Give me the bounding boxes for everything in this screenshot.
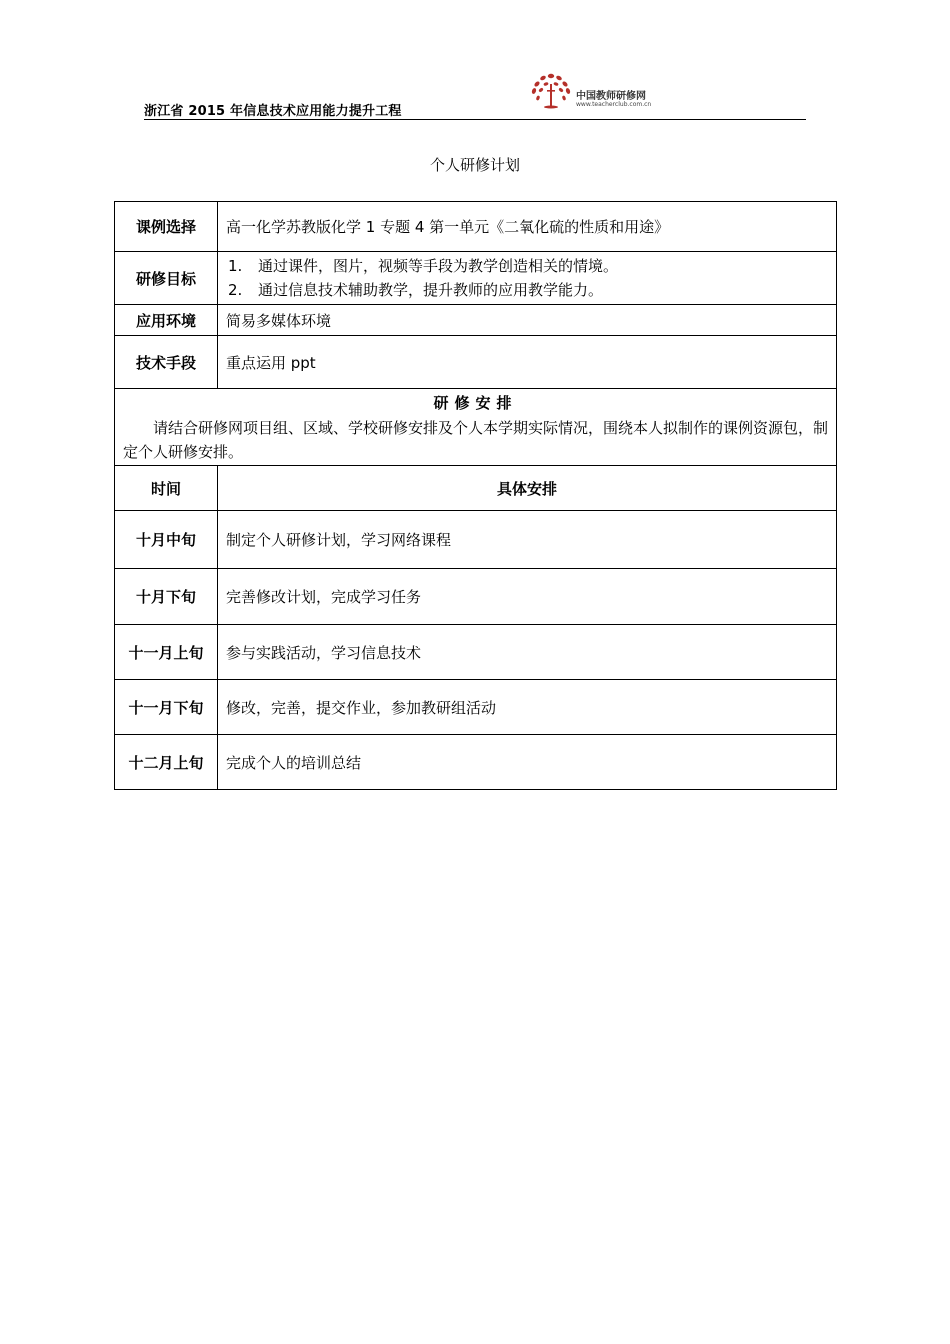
schedule-header-row	[115, 466, 837, 511]
schedule-detail: 完善修改计划，完成学习任务	[218, 569, 837, 625]
logo-url: www.teacherclub.com.cn	[576, 101, 652, 108]
schedule-intro	[115, 389, 837, 466]
technique-row	[115, 336, 837, 389]
technique-label: 技术手段	[115, 336, 218, 389]
environment-value: 简易多媒体环境	[218, 305, 837, 336]
logo-name: 中国教师研修网	[576, 91, 646, 102]
table-row	[115, 735, 837, 790]
environment-row	[115, 305, 837, 336]
column-header-detail: 具体安排	[218, 466, 837, 511]
schedule-heading: 研修安排	[433, 394, 518, 412]
goal-row	[115, 252, 837, 305]
course-row	[115, 202, 837, 252]
schedule-detail: 完成个人的培训总结	[218, 735, 837, 790]
schedule-time: 十月中旬	[115, 511, 218, 569]
table-row	[115, 511, 837, 569]
schedule-time: 十二月上旬	[115, 735, 218, 790]
goal-item	[226, 254, 828, 278]
schedule-time: 十一月上旬	[115, 625, 218, 680]
schedule-intro-row	[115, 389, 837, 466]
tree-logo-icon	[528, 70, 574, 112]
table-row	[115, 569, 837, 625]
goal-list	[218, 252, 837, 305]
goal-text: 通过信息技术辅助教学，提升教师的应用教学能力。	[258, 281, 604, 299]
document-title: 个人研修计划	[429, 156, 520, 174]
goal-text: 通过课件，图片，视频等手段为教学创造相关的情境。	[258, 257, 619, 275]
schedule-description: 请结合研修网项目组、区域、学校研修安排及个人本学期实际情况，围绕本人拟制作的课例资源包，制定个人研修安排。	[123, 419, 829, 461]
header-project-title: 浙江省 2015 年信息技术应用能力提升工程	[144, 104, 402, 119]
technique-value: 重点运用 ppt	[218, 336, 837, 389]
schedule-time: 十月下旬	[115, 569, 218, 625]
schedule-detail: 修改，完善，提交作业，参加教研组活动	[218, 680, 837, 735]
environment-label: 应用环境	[115, 305, 218, 336]
header-divider	[144, 119, 806, 120]
schedule-time: 十一月下旬	[115, 680, 218, 735]
schedule-detail: 制定个人研修计划，学习网络课程	[218, 511, 837, 569]
column-header-time: 时间	[115, 466, 218, 511]
goal-label: 研修目标	[115, 252, 218, 305]
goal-number: 2.	[228, 281, 243, 299]
course-label: 课例选择	[115, 202, 218, 252]
goal-number: 1.	[228, 257, 243, 275]
course-value: 高一化学苏教版化学 1 专题 4 第一单元《二氧化硫的性质和用途》	[218, 202, 837, 252]
teacherclub-logo	[528, 70, 668, 112]
research-plan-table	[114, 201, 837, 790]
table-row	[115, 680, 837, 735]
table-row	[115, 625, 837, 680]
goal-item	[226, 278, 828, 302]
schedule-detail: 参与实践活动，学习信息技术	[218, 625, 837, 680]
